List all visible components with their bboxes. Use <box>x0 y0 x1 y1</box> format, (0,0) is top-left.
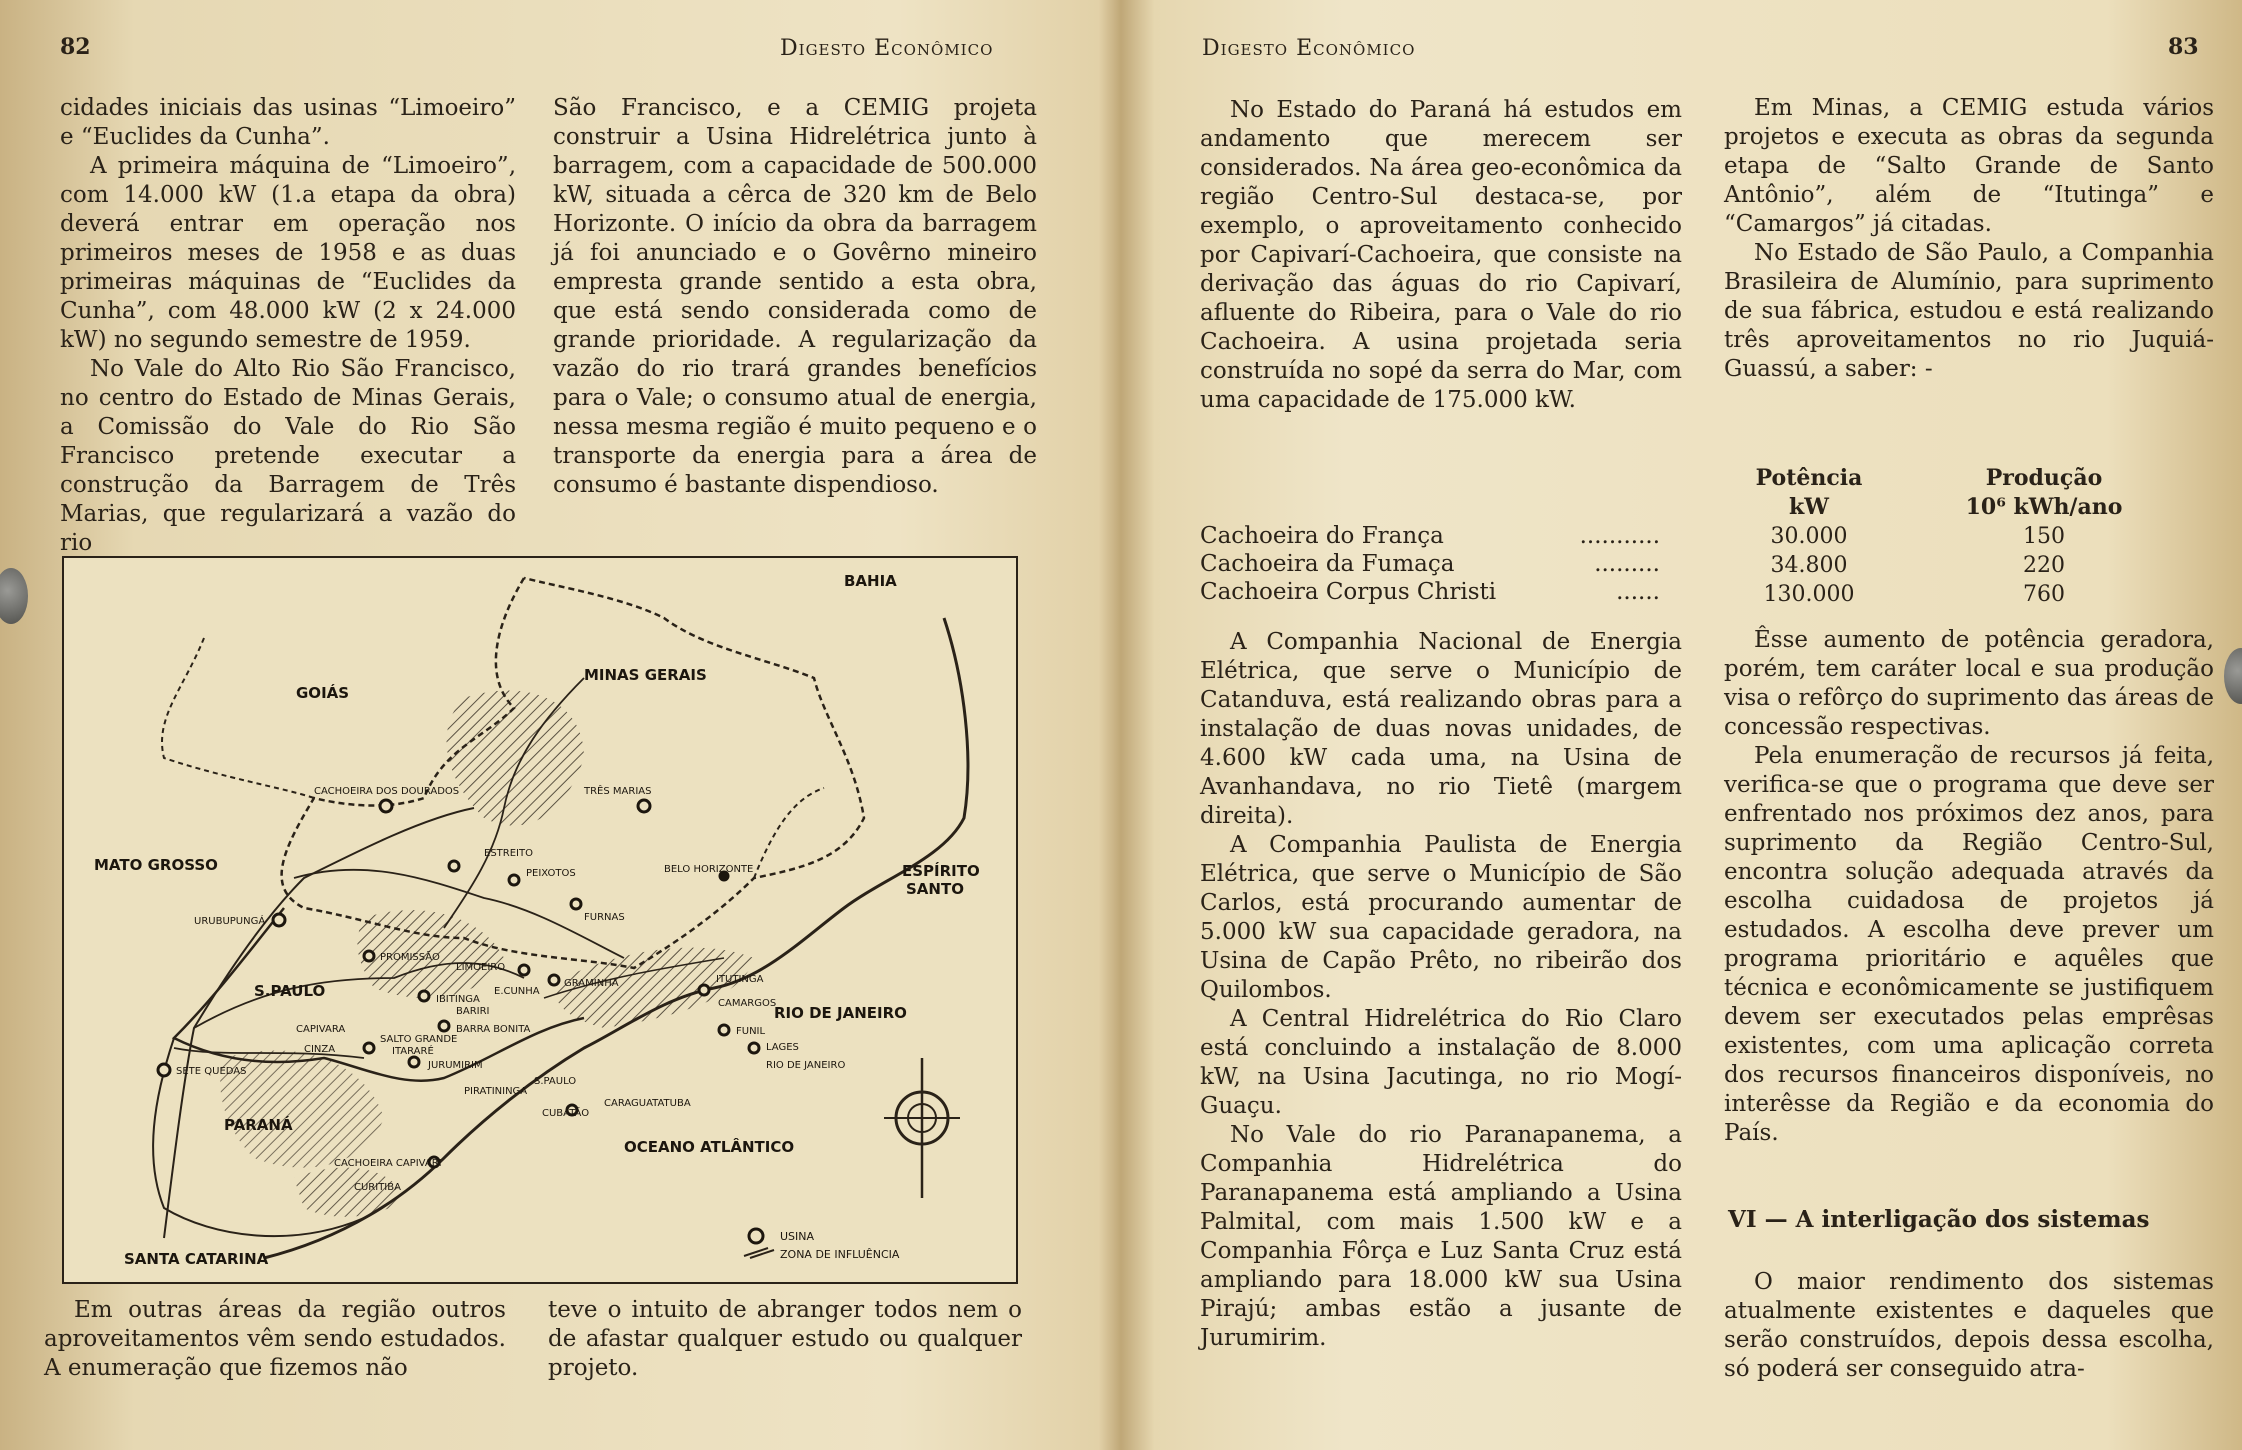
legend-zona: ZONA DE INFLUÊNCIA <box>780 1248 900 1261</box>
list-item-dots: ......... <box>1594 551 1660 577</box>
zone-tres-marias <box>447 691 584 826</box>
paragraph: A Companhia Nacional de Energia Elétrica, que serve o Município de Catanduva, está realizando obras para a instalação de duas novas unidades, de 4.600 kW cada uma, na Usina de Avanhandava, no rio Tietê (margem direita). <box>1200 629 1682 829</box>
paragraph: No Estado do Paraná há estudos em andamento que merecem ser considerados. Na área geo-econômica da região Centro-Sul destaca-se, por exemplo, o aproveitamento conhecido por Capivarí-Cachoeira, que consiste na derivação das águas do rio Capivarí, afluente do Ribeira, para o Vale do rio Cachoeira. A usina projetada seria construída no sopé da serra do Mar, com uma capacidade de 175.000 kW. <box>1200 97 1682 413</box>
list-item-dots: ...... <box>1616 579 1660 605</box>
map-legend <box>744 1230 900 1261</box>
border-goias <box>162 638 314 798</box>
right-column-2-top <box>1724 94 2214 384</box>
table-cell-production: 150 <box>2023 524 2065 549</box>
table-cell-power: 30.000 <box>1770 524 1848 549</box>
table-row <box>1724 551 2194 580</box>
paragraph: No Vale do rio Paranapanema, a Companhia Hidrelétrica do Paranapanema está ampliando a Usina Palmital, com mais 1.500 kW e a Companhia Fôrça e Luz Santa Cruz está ampliando para 18.000 kW sua Usina Pirajú; ambas estão a jusante de Jurumirim. <box>1200 1122 1682 1351</box>
left-page <box>0 0 1118 1450</box>
map-label-salto-grande: SALTO GRANDE <box>380 1034 458 1045</box>
usina-estreito <box>449 861 459 871</box>
map-label-cachoeira-dourados: CACHOEIRA DOS DOURADOS <box>314 786 460 797</box>
map-figure <box>62 556 1018 1284</box>
map-label-jurumirim: JURUMIRIM <box>428 1060 483 1071</box>
map-label-sao-paulo: S.PAULO <box>254 982 326 1000</box>
right-column-2-mid <box>1724 626 2214 1148</box>
usina-furnas <box>571 899 581 909</box>
paragraph: Êsse aumento de potência geradora, porém, tem caráter local e sua produção visa o refôrço do suprimento das áreas de concessão respectivas. <box>1724 627 2214 740</box>
section-heading: VI — A interligação dos sistemas <box>1728 1206 2150 1233</box>
map-label-estreito: ESTREITO <box>484 848 533 859</box>
paragraph: São Francisco, e a CEMIG projeta construir a Usina Hidrelétrica junto à barragem, com a capacidade de 500.000 kW, situada a cêrca de 320 km de Belo Horizonte. O início da obra da barragem já foi anunciado e o Govêrno mineiro empresta grande sentido a esta obra, que está sendo considerada como de grande prioridade. A regularização da vazão do rio trará grandes benefícios para o Vale; o consumo atual de energia, nessa mesma região é muito pequeno e o transporte da energia para a área de consumo é bastante dispendioso. <box>553 95 1037 498</box>
power-production-table <box>1724 464 2194 609</box>
map-label-furnas: FURNAS <box>584 912 625 923</box>
paragraph: cidades iniciais das usinas “Limoeiro” e “Euclides da Cunha”. <box>60 95 516 150</box>
usina-graminha <box>549 975 559 985</box>
map-label-e-cunha: E.CUNHA <box>494 986 540 997</box>
map-label-curitiba: CURITIBA <box>354 1182 401 1193</box>
map-label-limoeiro: LIMOEIRO <box>456 962 506 973</box>
map-label-itutinga: ITUTINGA <box>716 974 764 985</box>
left-bottom-column-1 <box>44 1296 506 1383</box>
map-label-itarare: ITARARÉ <box>392 1046 434 1057</box>
map-label-promissao: PROMISSÃO <box>380 952 440 963</box>
list-item <box>1200 522 1660 550</box>
binder-hole-right <box>2224 648 2242 704</box>
map-label-bariri: BARIRI <box>456 1006 490 1017</box>
map-label-minas: MINAS GERAIS <box>584 666 707 684</box>
usina-peixotos <box>509 875 519 885</box>
usina-cachoeira-dourados <box>380 800 392 812</box>
map-label-urubupunga: URUBUPUNGÁ <box>194 916 266 927</box>
usina-lages <box>749 1043 759 1053</box>
table-header-power: Potência <box>1755 465 1863 491</box>
left-column-2 <box>553 94 1037 500</box>
map-label-sete-quedas: SETE QUEDAS <box>176 1066 247 1077</box>
usina-jurumirim <box>409 1057 419 1067</box>
map-label-mato-grosso: MATO GROSSO <box>94 856 218 874</box>
paragraph: Em outras áreas da região outros aproveitamentos vêm sendo estudados. A enumeração que fizemos não <box>44 1297 506 1381</box>
map-label-lages: LAGES <box>766 1042 799 1053</box>
legend-usina-icon <box>749 1229 763 1243</box>
usina-urubupunga <box>273 914 285 926</box>
map-label-capivara: CAPIVARA <box>296 1024 346 1035</box>
map-label-piratininga: PIRATININGA <box>464 1086 528 1097</box>
paragraph: Pela enumeração de recursos já feita, verifica-se que o programa que deve ser enfrentado nos próximos dez anos, para suprimento da Região Centro-Sul, encontra solução adequada através da escolha cuidadosa de projetos já estudados. A escolha deve prever um programa prioritário e aquêles que técnica e econômicamente se justifiquem devem ser executados pelas emprêsas existentes, com uma aplicação correta dos recursos financeiros disponíveis, no interêsse da Região e da economia do País. <box>1724 743 2214 1146</box>
table-header-production: Produção <box>1985 465 2103 491</box>
paragraph: A Companhia Paulista de Energia Elétrica, que serve o Município de São Carlos, está procurando aumentar de 5.000 kW sua capacidade geradora, na Usina de Capão Prêto, no ribeirão dos Quilombos. <box>1200 832 1682 1003</box>
left-running-head: Digesto Econômico <box>780 36 994 61</box>
list-item-name: Cachoeira do França <box>1200 523 1444 549</box>
left-page-number: 82 <box>60 34 91 60</box>
table-cell-power: 130.000 <box>1763 582 1855 607</box>
table-header-production-unit: 10⁶ kWh/ano <box>1965 494 2123 520</box>
list-item-name: Cachoeira da Fumaça <box>1200 551 1455 577</box>
border-es <box>754 788 824 878</box>
usina-promissao <box>364 951 374 961</box>
usina-tres-marias <box>638 800 650 812</box>
map-label-rio-city: RIO DE JANEIRO <box>766 1060 846 1071</box>
compass-icon <box>884 1058 960 1198</box>
list-item-dots: ........... <box>1579 523 1660 549</box>
usina-sete-quedas <box>158 1064 170 1076</box>
right-column-2-bottom <box>1724 1268 2214 1384</box>
paragraph: O maior rendimento dos sistemas atualmente existentes e daqueles que serão construídos, depois dessa escolha, só poderá ser conseguido atra- <box>1724 1269 2214 1382</box>
left-column-1 <box>60 94 516 558</box>
map-label-graminha: GRAMINHA <box>564 978 619 989</box>
map-label-caraguatatuba: CARAGUATATUBA <box>604 1098 691 1109</box>
map-label-ocean: OCEANO ATLÂNTICO <box>624 1138 795 1156</box>
map-label-funil: FUNIL <box>736 1026 766 1037</box>
map-label-cinza: CINZA <box>304 1044 336 1055</box>
list-item-name: Cachoeira Corpus Christi <box>1200 579 1497 605</box>
map-label-camargos: CAMARGOS <box>718 998 777 1009</box>
paragraph: Em Minas, a CEMIG estuda vários projetos e executa as obras da segunda etapa de “Salto Grande de Santo Antônio”, além de “Itutinga” e “Camargos” já citadas. <box>1724 95 2214 237</box>
list-item <box>1200 550 1660 578</box>
map-svg <box>64 558 1016 1282</box>
right-running-head: Digesto Econômico <box>1202 36 1416 61</box>
waterfall-list <box>1200 522 1660 606</box>
map-label-espirito: ESPÍRITO <box>902 862 980 880</box>
map-label-belo-horizonte: BELO HORIZONTE <box>664 864 754 875</box>
paragraph: A Central Hidrelétrica do Rio Claro está concluindo a instalação de 8.000 kW, na Usina Jacutinga, no rio Mogí-Guaçu. <box>1200 1006 1682 1119</box>
paragraph: teve o intuito de abranger todos nem o de afastar qualquer estudo ou qualquer projeto. <box>548 1297 1022 1381</box>
table-row <box>1724 522 2194 551</box>
usina-itutinga <box>699 985 709 995</box>
table-row <box>1724 580 2194 609</box>
usina-funil <box>719 1025 729 1035</box>
list-item <box>1200 578 1660 606</box>
table-cell-production: 760 <box>2023 582 2065 607</box>
paragraph: No Vale do Alto Rio São Francisco, no centro do Estado de Minas Gerais, a Comissão do Vale do Rio São Francisco pretende executar a construção da Barragem de Três Marias, que regularizará a vazão do rio <box>60 356 516 556</box>
right-page <box>1122 0 2242 1450</box>
table-header-row <box>1724 493 2194 522</box>
map-label-santo: SANTO <box>906 880 964 898</box>
table-cell-power: 34.800 <box>1770 553 1848 578</box>
map-label-cachoeira-capivari: CACHOEIRA CAPIVARI <box>334 1158 442 1169</box>
map-label-santa-catarina: SANTA CATARINA <box>124 1250 269 1268</box>
table-header-power-unit: kW <box>1789 494 1829 520</box>
map-label-peixotos: PEIXOTOS <box>526 868 576 879</box>
right-column-1-bottom <box>1200 628 1682 1353</box>
map-label-s-paulo-city: S.PAULO <box>534 1076 577 1087</box>
left-bottom-column-2 <box>548 1296 1022 1383</box>
usina-limoeiro <box>519 965 529 975</box>
right-page-number: 83 <box>2168 34 2199 60</box>
paragraph: No Estado de São Paulo, a Companhia Brasileira de Alumínio, para suprimento de sua fábrica, estudou e está realizando três aproveitamentos no rio Juquiá-Guassú, a saber: - <box>1724 240 2214 382</box>
map-label-barra-bonita: BARRA BONITA <box>456 1024 531 1035</box>
binder-hole-left <box>0 568 28 624</box>
map-label-ibitinga: IBITINGA <box>436 994 480 1005</box>
table-header-row <box>1724 464 2194 493</box>
map-label-cubatao: CUBATÃO <box>542 1108 590 1119</box>
right-column-1-top <box>1200 96 1682 415</box>
map-label-goias: GOIÁS <box>296 684 350 702</box>
table-cell-production: 220 <box>2023 553 2065 578</box>
map-label-parana: PARANÁ <box>224 1116 293 1134</box>
map-label-bahia: BAHIA <box>844 572 897 590</box>
usina-barra-bonita <box>439 1021 449 1031</box>
legend-usina: USINA <box>780 1230 815 1243</box>
usina-salto-grande <box>364 1043 374 1053</box>
usina-ibitinga <box>419 991 429 1001</box>
map-label-tres-marias: TRÊS MARIAS <box>584 786 652 797</box>
paragraph: A primeira máquina de “Limoeiro”, com 14.000 kW (1.a etapa da obra) deverá entrar em operação nos primeiros meses de 1958 e as duas primeiras máquinas de “Euclides da Cunha”, com 48.000 kW (2 x 24.000 kW) no segundo semestre de 1959. <box>60 153 516 353</box>
map-label-rio: RIO DE JANEIRO <box>774 1004 907 1022</box>
